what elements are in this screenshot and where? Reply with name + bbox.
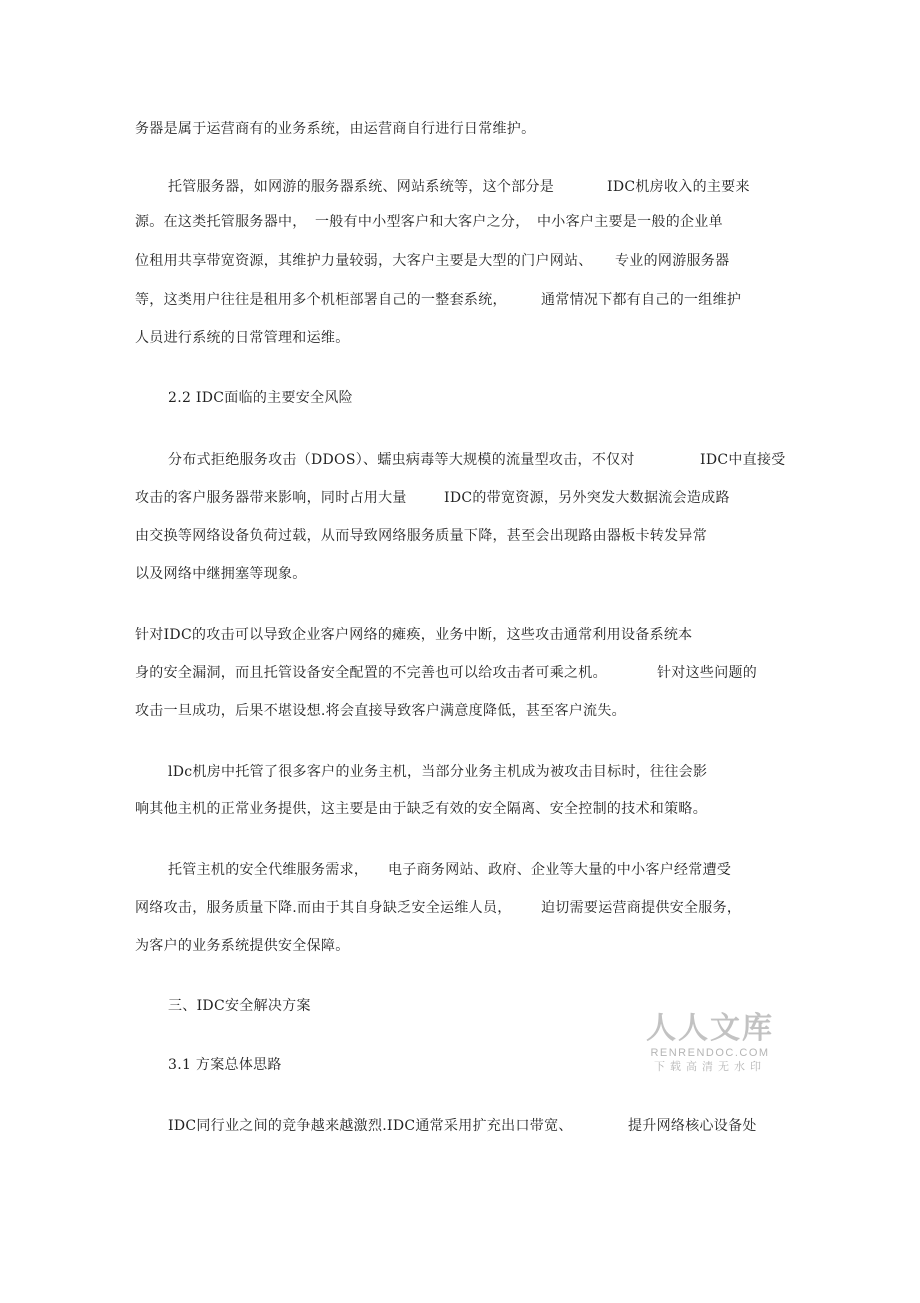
text-segment: 专业的网游服务器 bbox=[615, 253, 730, 269]
text-segment: IDC中直接受 bbox=[700, 452, 786, 468]
text-segment: 一般有中小型客户和大客户之分， bbox=[315, 214, 530, 230]
text-segment: 针对IDC的攻击可以导致企业客户网络的瘫痪，业务中断，这些攻击通常利用设备系统本 bbox=[135, 627, 693, 643]
text-segment: 等，这类用户往往是租用多个机柜部署自己的一整套系统， bbox=[135, 292, 507, 308]
text-segment: 攻击的客户服务器带来影响，同时占用大量 bbox=[135, 490, 407, 506]
text-segment: 通常情况下都有自己的一组维护 bbox=[541, 292, 742, 308]
text-segment: 3.1 方案总体思路 bbox=[168, 1057, 282, 1073]
text-segment: 2.2 IDC面临的主要安全风险 bbox=[168, 390, 353, 406]
text-segment: 位租用共享带宽资源，其维护力量较弱，大客户主要是大型的门户网站、 bbox=[135, 253, 593, 269]
text-segment: IDC同行业之间的竞争越来越激烈.IDC通常采用扩充出口带宽、 bbox=[168, 1118, 573, 1134]
text-segment: 身的安全漏洞，而且托管设备安全配置的不完善也可以给攻击者可乘之机。 bbox=[135, 665, 607, 681]
text-segment: 提升网络核心设备处 bbox=[628, 1118, 757, 1134]
text-segment: lDc机房中托管了很多客户的业务主机，当部分业务主机成为被攻击目标时，往往会影 bbox=[168, 764, 708, 780]
text-segment: 以及网络中继拥塞等现象。 bbox=[135, 566, 307, 582]
text-segment: IDC的带宽资源，另外突发大数据流会造成路 bbox=[444, 490, 730, 506]
text-segment: 针对这些问题的 bbox=[657, 665, 758, 681]
text-segment: 迫切需要运营商提供安全服务， bbox=[541, 900, 742, 916]
watermark-url: RENRENDOC.COM bbox=[650, 1047, 770, 1059]
text-segment: 三、IDC安全解决方案 bbox=[168, 998, 311, 1014]
watermark-subtitle: 下载高清无水印 bbox=[654, 1060, 766, 1073]
text-segment: 分布式拒绝服务攻击（DDOS）、蠕虫病毒等大规模的流量型攻击，不仅对 bbox=[168, 452, 635, 468]
text-segment: 电子商务网站、政府、企业等大量的中小客户经常遭受 bbox=[388, 862, 732, 878]
text-segment: 托管服务器，如网游的服务器系统、网站系统等，这个部分是 bbox=[168, 179, 555, 195]
text-segment: 务器是属于运营商有的业务系统，由运营商自行进行日常维护。 bbox=[135, 121, 536, 137]
text-segment: 攻击一旦成功，后果不堪设想.将会直接导致客户满意度降低，甚至客户流失。 bbox=[135, 703, 626, 719]
text-segment: 由交换等网络设备负荷过载，从而导致网络服务质量下降，甚至会出现路由器板卡转发异常 bbox=[135, 528, 707, 544]
watermark-title: 人人文库 bbox=[646, 1011, 774, 1046]
text-segment: 为客户的业务系统提供安全保障。 bbox=[135, 938, 350, 954]
text-segment: IDC机房收入的主要来 bbox=[607, 179, 750, 195]
text-segment: 托管主机的安全代维服务需求， bbox=[168, 862, 369, 878]
text-segment: 网络攻击，服务质量下降.而由于其自身缺乏安全运维人员， bbox=[135, 900, 512, 916]
text-segment: 中小客户主要是一般的企业单 bbox=[537, 214, 723, 230]
text-segment: 人员进行系统的日常管理和运维。 bbox=[135, 330, 350, 346]
watermark bbox=[640, 1012, 780, 1074]
text-segment: 源。在这类托管服务器中， bbox=[135, 214, 307, 230]
text-segment: 响其他主机的正常业务提供，这主要是由于缺乏有效的安全隔离、安全控制的技术和策略。 bbox=[135, 801, 707, 817]
